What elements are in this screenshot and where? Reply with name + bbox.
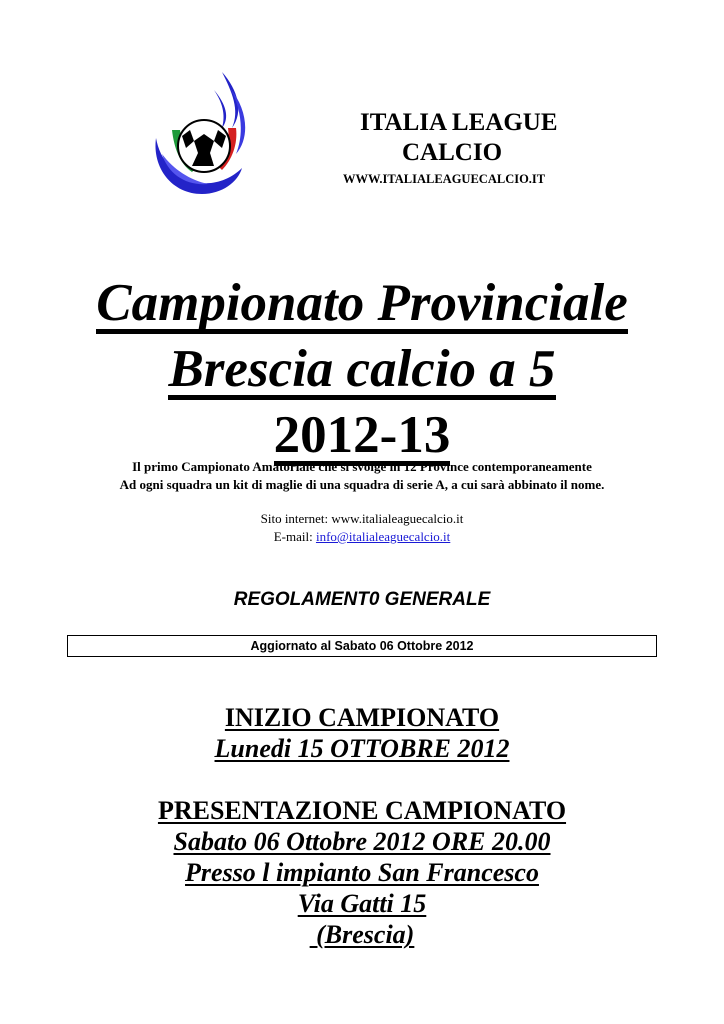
presentation-venue: Presso l impianto San Francesco: [185, 858, 539, 887]
email-line: [0, 528, 724, 546]
title-line1: Campionato Provinciale: [96, 274, 628, 332]
start-date: Lunedi 15 OTTOBRE 2012: [214, 734, 510, 763]
league-website: WWW.ITALIALEAGUECALCIO.IT: [343, 172, 546, 186]
title-season: 2012-13: [273, 406, 451, 464]
email-link[interactable]: info@italialeaguecalcio.it: [315, 529, 451, 544]
start-heading: INIZIO CAMPIONATO: [224, 703, 500, 732]
league-name-line1: ITALIA LEAGUE: [360, 109, 558, 136]
presentation-city: (Brescia): [309, 920, 415, 949]
presentation-section: [0, 795, 724, 950]
email-label: E-mail:: [273, 529, 316, 544]
presentation-heading: PRESENTAZIONE CAMPIONATO: [157, 796, 567, 825]
presentation-date: Sabato 06 Ottobre 2012 ORE 20.00: [173, 827, 551, 856]
league-name-line2: CALCIO: [402, 139, 503, 166]
intro-text: [0, 458, 724, 494]
intro-line2: Ad ogni squadra un kit di maglie di una squadra di serie A, a cui sarà abbinato il nome.: [119, 477, 605, 492]
regolamento-heading: REGOLAMENT0 GENERALE: [233, 589, 491, 610]
start-section: [0, 702, 724, 764]
presentation-street: Via Gatti 15: [297, 889, 427, 918]
website-text: Sito internet: www.italialeaguecalcio.it: [260, 511, 464, 526]
title-line2: Brescia calcio a 5: [168, 340, 556, 398]
league-logo-ball-icon: [152, 68, 254, 200]
league-name: [330, 108, 630, 168]
updated-box: Aggiornato al Sabato 06 Ottobre 2012: [67, 635, 657, 657]
contacts: [0, 510, 724, 546]
intro-line1: Il primo Campionato Amatoriale che si svolge in 12 Province contemporaneamente: [132, 459, 592, 474]
